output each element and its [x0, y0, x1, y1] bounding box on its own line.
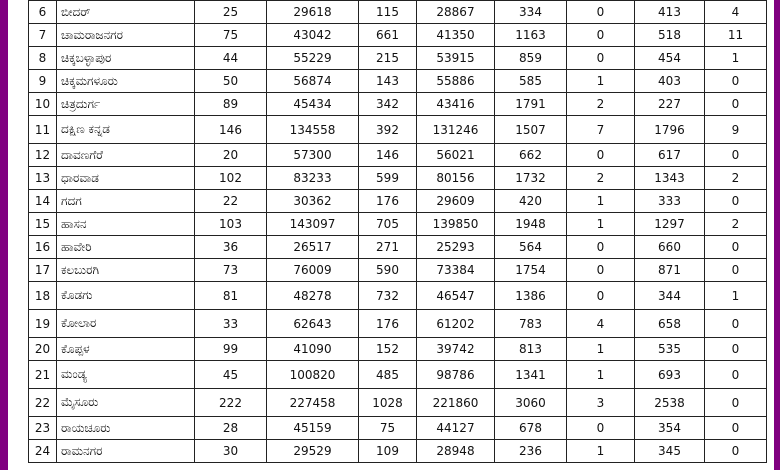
value-cell: 45 — [195, 361, 267, 389]
value-cell: 1341 — [495, 361, 567, 389]
value-cell: 48278 — [267, 282, 359, 310]
value-cell: 81 — [195, 282, 267, 310]
value-cell: 413 — [635, 1, 705, 24]
table-row — [29, 93, 767, 116]
table-row — [29, 144, 767, 167]
district-name-cell: ಚಿಕ್ಕಬಳ್ಳಾಪುರ — [57, 47, 195, 70]
value-cell: 25 — [195, 1, 267, 24]
value-cell: 1 — [567, 338, 635, 361]
table-row — [29, 70, 767, 93]
value-cell: 45159 — [267, 417, 359, 440]
value-cell: 62643 — [267, 310, 359, 338]
value-cell: 3060 — [495, 389, 567, 417]
serial-number-cell: 18 — [29, 282, 57, 310]
value-cell: 139850 — [417, 213, 495, 236]
value-cell: 61202 — [417, 310, 495, 338]
table-row — [29, 282, 767, 310]
value-cell: 599 — [359, 167, 417, 190]
value-cell: 564 — [495, 236, 567, 259]
value-cell: 454 — [635, 47, 705, 70]
value-cell: 535 — [635, 338, 705, 361]
value-cell: 0 — [705, 440, 767, 463]
serial-number-cell: 19 — [29, 310, 57, 338]
value-cell: 28948 — [417, 440, 495, 463]
district-name-cell: ದಕ್ಷಿಣ ಕನ್ನಡ — [57, 116, 195, 144]
district-name-cell: ಮಂಡ್ಯ — [57, 361, 195, 389]
value-cell: 57300 — [267, 144, 359, 167]
value-cell: 56021 — [417, 144, 495, 167]
value-cell: 1732 — [495, 167, 567, 190]
value-cell: 1343 — [635, 167, 705, 190]
value-cell: 813 — [495, 338, 567, 361]
value-cell: 7 — [567, 116, 635, 144]
value-cell: 1948 — [495, 213, 567, 236]
table-row — [29, 310, 767, 338]
value-cell: 55229 — [267, 47, 359, 70]
value-cell: 0 — [567, 236, 635, 259]
serial-number-cell: 17 — [29, 259, 57, 282]
table-row — [29, 361, 767, 389]
value-cell: 678 — [495, 417, 567, 440]
value-cell: 1297 — [635, 213, 705, 236]
table-row — [29, 24, 767, 47]
value-cell: 662 — [495, 144, 567, 167]
value-cell: 115 — [359, 1, 417, 24]
value-cell: 334 — [495, 1, 567, 24]
value-cell: 661 — [359, 24, 417, 47]
value-cell: 143097 — [267, 213, 359, 236]
value-cell: 2538 — [635, 389, 705, 417]
serial-number-cell: 9 — [29, 70, 57, 93]
value-cell: 1 — [705, 47, 767, 70]
table-row — [29, 116, 767, 144]
value-cell: 0 — [705, 338, 767, 361]
value-cell: 1796 — [635, 116, 705, 144]
value-cell: 783 — [495, 310, 567, 338]
district-name-cell: ಕೋಲಾರ — [57, 310, 195, 338]
value-cell: 617 — [635, 144, 705, 167]
value-cell: 28867 — [417, 1, 495, 24]
value-cell: 1028 — [359, 389, 417, 417]
value-cell: 44 — [195, 47, 267, 70]
value-cell: 0 — [705, 70, 767, 93]
serial-number-cell: 11 — [29, 116, 57, 144]
value-cell: 732 — [359, 282, 417, 310]
value-cell: 103 — [195, 213, 267, 236]
value-cell: 20 — [195, 144, 267, 167]
value-cell: 22 — [195, 190, 267, 213]
serial-number-cell: 22 — [29, 389, 57, 417]
district-name-cell: ರಾಯಚೂರು — [57, 417, 195, 440]
value-cell: 1 — [567, 440, 635, 463]
value-cell: 1791 — [495, 93, 567, 116]
value-cell: 43042 — [267, 24, 359, 47]
value-cell: 29618 — [267, 1, 359, 24]
serial-number-cell: 6 — [29, 1, 57, 24]
serial-number-cell: 8 — [29, 47, 57, 70]
value-cell: 0 — [705, 259, 767, 282]
value-cell: 131246 — [417, 116, 495, 144]
value-cell: 75 — [195, 24, 267, 47]
table-row — [29, 440, 767, 463]
value-cell: 9 — [705, 116, 767, 144]
table-row — [29, 338, 767, 361]
value-cell: 2 — [705, 167, 767, 190]
value-cell: 33 — [195, 310, 267, 338]
table-row — [29, 417, 767, 440]
value-cell: 859 — [495, 47, 567, 70]
value-cell: 0 — [705, 236, 767, 259]
value-cell: 4 — [705, 1, 767, 24]
value-cell: 11 — [705, 24, 767, 47]
serial-number-cell: 10 — [29, 93, 57, 116]
value-cell: 585 — [495, 70, 567, 93]
value-cell: 0 — [567, 259, 635, 282]
value-cell: 30 — [195, 440, 267, 463]
value-cell: 146 — [359, 144, 417, 167]
value-cell: 221860 — [417, 389, 495, 417]
value-cell: 342 — [359, 93, 417, 116]
value-cell: 56874 — [267, 70, 359, 93]
value-cell: 45434 — [267, 93, 359, 116]
table-row — [29, 213, 767, 236]
value-cell: 227 — [635, 93, 705, 116]
value-cell: 143 — [359, 70, 417, 93]
serial-number-cell: 24 — [29, 440, 57, 463]
district-name-cell: ಮೈಸೂರು — [57, 389, 195, 417]
value-cell: 1 — [567, 213, 635, 236]
value-cell: 0 — [567, 144, 635, 167]
value-cell: 420 — [495, 190, 567, 213]
table-row — [29, 259, 767, 282]
table-row — [29, 1, 767, 24]
serial-number-cell: 16 — [29, 236, 57, 259]
value-cell: 0 — [705, 93, 767, 116]
value-cell: 658 — [635, 310, 705, 338]
serial-number-cell: 23 — [29, 417, 57, 440]
value-cell: 705 — [359, 213, 417, 236]
value-cell: 53915 — [417, 47, 495, 70]
value-cell: 0 — [567, 24, 635, 47]
left-page-border — [0, 0, 8, 470]
value-cell: 50 — [195, 70, 267, 93]
value-cell: 403 — [635, 70, 705, 93]
value-cell: 73384 — [417, 259, 495, 282]
table-row — [29, 167, 767, 190]
value-cell: 660 — [635, 236, 705, 259]
value-cell: 152 — [359, 338, 417, 361]
value-cell: 871 — [635, 259, 705, 282]
value-cell: 0 — [567, 282, 635, 310]
value-cell: 1507 — [495, 116, 567, 144]
serial-number-cell: 15 — [29, 213, 57, 236]
serial-number-cell: 14 — [29, 190, 57, 213]
district-name-cell: ಚಾಮರಾಜನಗರ — [57, 24, 195, 47]
value-cell: 1386 — [495, 282, 567, 310]
serial-number-cell: 20 — [29, 338, 57, 361]
value-cell: 2 — [567, 167, 635, 190]
value-cell: 693 — [635, 361, 705, 389]
value-cell: 75 — [359, 417, 417, 440]
value-cell: 80156 — [417, 167, 495, 190]
value-cell: 26517 — [267, 236, 359, 259]
value-cell: 333 — [635, 190, 705, 213]
value-cell: 0 — [705, 144, 767, 167]
value-cell: 3 — [567, 389, 635, 417]
value-cell: 0 — [567, 47, 635, 70]
value-cell: 4 — [567, 310, 635, 338]
value-cell: 28 — [195, 417, 267, 440]
value-cell: 99 — [195, 338, 267, 361]
value-cell: 73 — [195, 259, 267, 282]
district-name-cell: ಚಿತ್ರದುರ್ಗ — [57, 93, 195, 116]
value-cell: 344 — [635, 282, 705, 310]
value-cell: 29529 — [267, 440, 359, 463]
value-cell: 345 — [635, 440, 705, 463]
district-name-cell: ಚಿಕ್ಕಮಗಳೂರು — [57, 70, 195, 93]
value-cell: 30362 — [267, 190, 359, 213]
value-cell: 0 — [567, 1, 635, 24]
table-body — [29, 1, 767, 463]
district-name-cell: ರಾಮನಗರ — [57, 440, 195, 463]
value-cell: 227458 — [267, 389, 359, 417]
value-cell: 0 — [705, 417, 767, 440]
value-cell: 55886 — [417, 70, 495, 93]
value-cell: 98786 — [417, 361, 495, 389]
serial-number-cell: 21 — [29, 361, 57, 389]
value-cell: 102 — [195, 167, 267, 190]
table-row — [29, 389, 767, 417]
value-cell: 1 — [705, 282, 767, 310]
district-name-cell: ಹಾವೇರಿ — [57, 236, 195, 259]
district-name-cell: ಕೊಡಗು — [57, 282, 195, 310]
district-name-cell: ಧಾರವಾಡ — [57, 167, 195, 190]
district-name-cell: ಬೀದರ್ — [57, 1, 195, 24]
value-cell: 39742 — [417, 338, 495, 361]
serial-number-cell: 7 — [29, 24, 57, 47]
value-cell: 25293 — [417, 236, 495, 259]
value-cell: 1754 — [495, 259, 567, 282]
value-cell: 134558 — [267, 116, 359, 144]
district-name-cell: ದಾವಣಗೆರೆ — [57, 144, 195, 167]
value-cell: 2 — [705, 213, 767, 236]
value-cell: 43416 — [417, 93, 495, 116]
value-cell: 485 — [359, 361, 417, 389]
value-cell: 0 — [705, 310, 767, 338]
value-cell: 0 — [705, 389, 767, 417]
value-cell: 176 — [359, 190, 417, 213]
value-cell: 2 — [567, 93, 635, 116]
serial-number-cell: 12 — [29, 144, 57, 167]
value-cell: 36 — [195, 236, 267, 259]
value-cell: 100820 — [267, 361, 359, 389]
value-cell: 222 — [195, 389, 267, 417]
value-cell: 1 — [567, 190, 635, 213]
value-cell: 1 — [567, 361, 635, 389]
value-cell: 41350 — [417, 24, 495, 47]
table-row — [29, 190, 767, 213]
value-cell: 109 — [359, 440, 417, 463]
value-cell: 29609 — [417, 190, 495, 213]
district-cases-table — [28, 0, 767, 463]
value-cell: 271 — [359, 236, 417, 259]
value-cell: 392 — [359, 116, 417, 144]
value-cell: 146 — [195, 116, 267, 144]
serial-number-cell: 13 — [29, 167, 57, 190]
district-name-cell: ಕಲಬುರಗಿ — [57, 259, 195, 282]
district-name-cell: ಹಾಸನ — [57, 213, 195, 236]
district-name-cell: ಕೊಪ್ಪಳ — [57, 338, 195, 361]
value-cell: 518 — [635, 24, 705, 47]
value-cell: 236 — [495, 440, 567, 463]
value-cell: 89 — [195, 93, 267, 116]
value-cell: 0 — [705, 361, 767, 389]
value-cell: 354 — [635, 417, 705, 440]
district-name-cell: ಗದಗ — [57, 190, 195, 213]
value-cell: 0 — [567, 417, 635, 440]
value-cell: 76009 — [267, 259, 359, 282]
value-cell: 0 — [705, 190, 767, 213]
value-cell: 41090 — [267, 338, 359, 361]
value-cell: 176 — [359, 310, 417, 338]
right-page-border — [774, 0, 780, 470]
value-cell: 590 — [359, 259, 417, 282]
value-cell: 46547 — [417, 282, 495, 310]
value-cell: 44127 — [417, 417, 495, 440]
table-row — [29, 47, 767, 70]
value-cell: 215 — [359, 47, 417, 70]
value-cell: 1163 — [495, 24, 567, 47]
value-cell: 83233 — [267, 167, 359, 190]
value-cell: 1 — [567, 70, 635, 93]
table-row — [29, 236, 767, 259]
